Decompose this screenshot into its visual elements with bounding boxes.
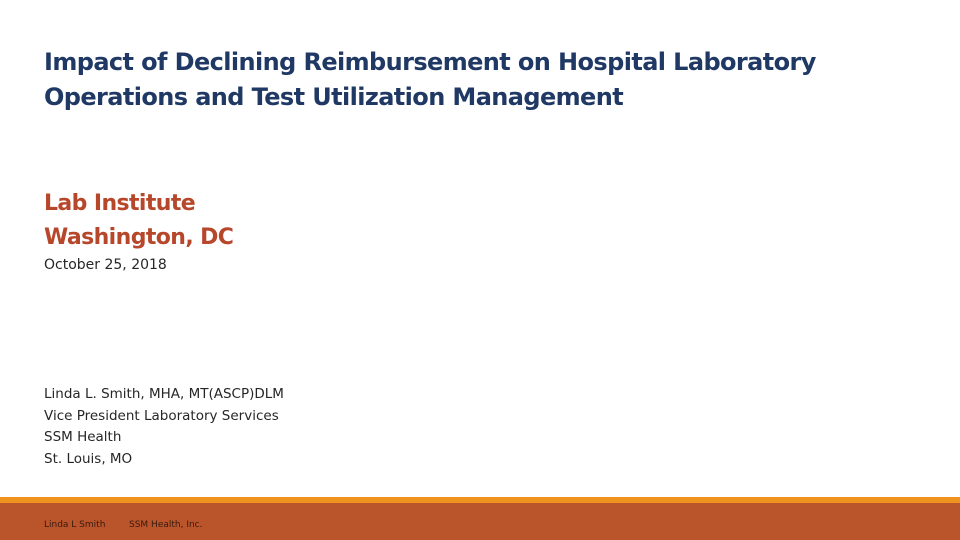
footer-author: Linda L Smith [44,520,106,530]
presenter-name: Linda L. Smith, MHA, MT(ASCP)DLM [44,386,284,402]
presenter-organization: SSM Health [44,429,122,445]
footer-organization: SSM Health, Inc. [129,520,203,530]
presenter-title: Vice President Laboratory Services [44,407,279,424]
event-location: Washington, DC [44,225,234,250]
presentation-date: October 25, 2018 [44,257,167,273]
slide-title [44,45,904,115]
event-info [44,187,233,255]
title-line-2: Operations and Test Utilization Management [44,83,624,111]
presenter-info [44,384,284,470]
presenter-location: St. Louis, MO [44,450,133,467]
event-name: Lab Institute [44,191,196,216]
title-line-1: Impact of Declining Reimbursement on Hospital Laboratory [44,48,816,76]
